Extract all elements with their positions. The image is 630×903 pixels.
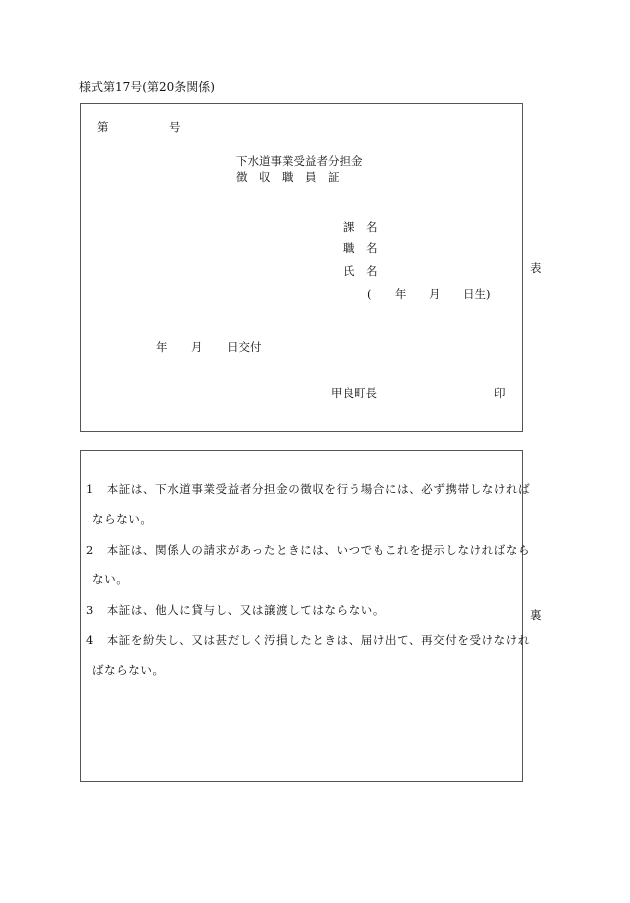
card-title-line1: 下水道事業受益者分担金 xyxy=(236,154,363,168)
dept-name-label: 課 名 xyxy=(343,220,378,234)
note-1-text: 本証は、下水道事業受益者分担金の徴収を行う場合には、必ず携帯しなければ xyxy=(106,482,531,496)
issue-year-label: 年 xyxy=(156,340,168,354)
form-header: 様式第17号(第20条関係) xyxy=(79,80,215,94)
note-4-line2: ばならない。 xyxy=(92,663,165,677)
birth-day-label: 日生) xyxy=(463,287,491,301)
front-card xyxy=(80,103,523,432)
note-1-line2: ならない。 xyxy=(92,512,153,526)
card-title-line2: 徴 収 職 員 証 xyxy=(236,170,340,184)
issue-month-label: 月 xyxy=(191,340,203,354)
note-3-text: 本証は、他人に貸与し、又は譲渡してはならない。 xyxy=(106,603,386,617)
back-side-label: 裏 xyxy=(530,608,542,622)
note-3-number: 3 xyxy=(86,603,94,617)
note-2-number: 2 xyxy=(86,543,94,557)
note-2-line1 xyxy=(86,545,530,557)
note-2-line2: ない。 xyxy=(92,572,129,586)
note-3-line1 xyxy=(86,605,385,617)
note-4-line1 xyxy=(86,635,530,647)
note-2-text: 本証は、関係人の請求があったときには、いつでもこれを提示しなければなら xyxy=(106,543,531,557)
seal-mark: 印 xyxy=(494,386,506,400)
note-1-number: 1 xyxy=(86,482,94,496)
birth-month-label: 月 xyxy=(429,287,441,301)
position-label: 職 名 xyxy=(343,241,378,255)
name-label: 氏 名 xyxy=(343,264,378,278)
issuer-name: 甲良町長 xyxy=(331,386,377,400)
certificate-number-prefix: 第 xyxy=(97,120,109,134)
birth-open-paren: ( xyxy=(367,287,372,301)
note-4-number: 4 xyxy=(86,633,94,647)
note-1-line1 xyxy=(86,484,530,496)
front-side-label: 表 xyxy=(530,261,542,275)
certificate-number-suffix: 号 xyxy=(169,120,181,134)
issue-day-label: 日交付 xyxy=(227,340,262,354)
birth-year-label: 年 xyxy=(395,287,407,301)
note-4-text: 本証を紛失し、又は甚だしく汚損したときは、届け出て、再交付を受けなけれ xyxy=(106,633,530,647)
